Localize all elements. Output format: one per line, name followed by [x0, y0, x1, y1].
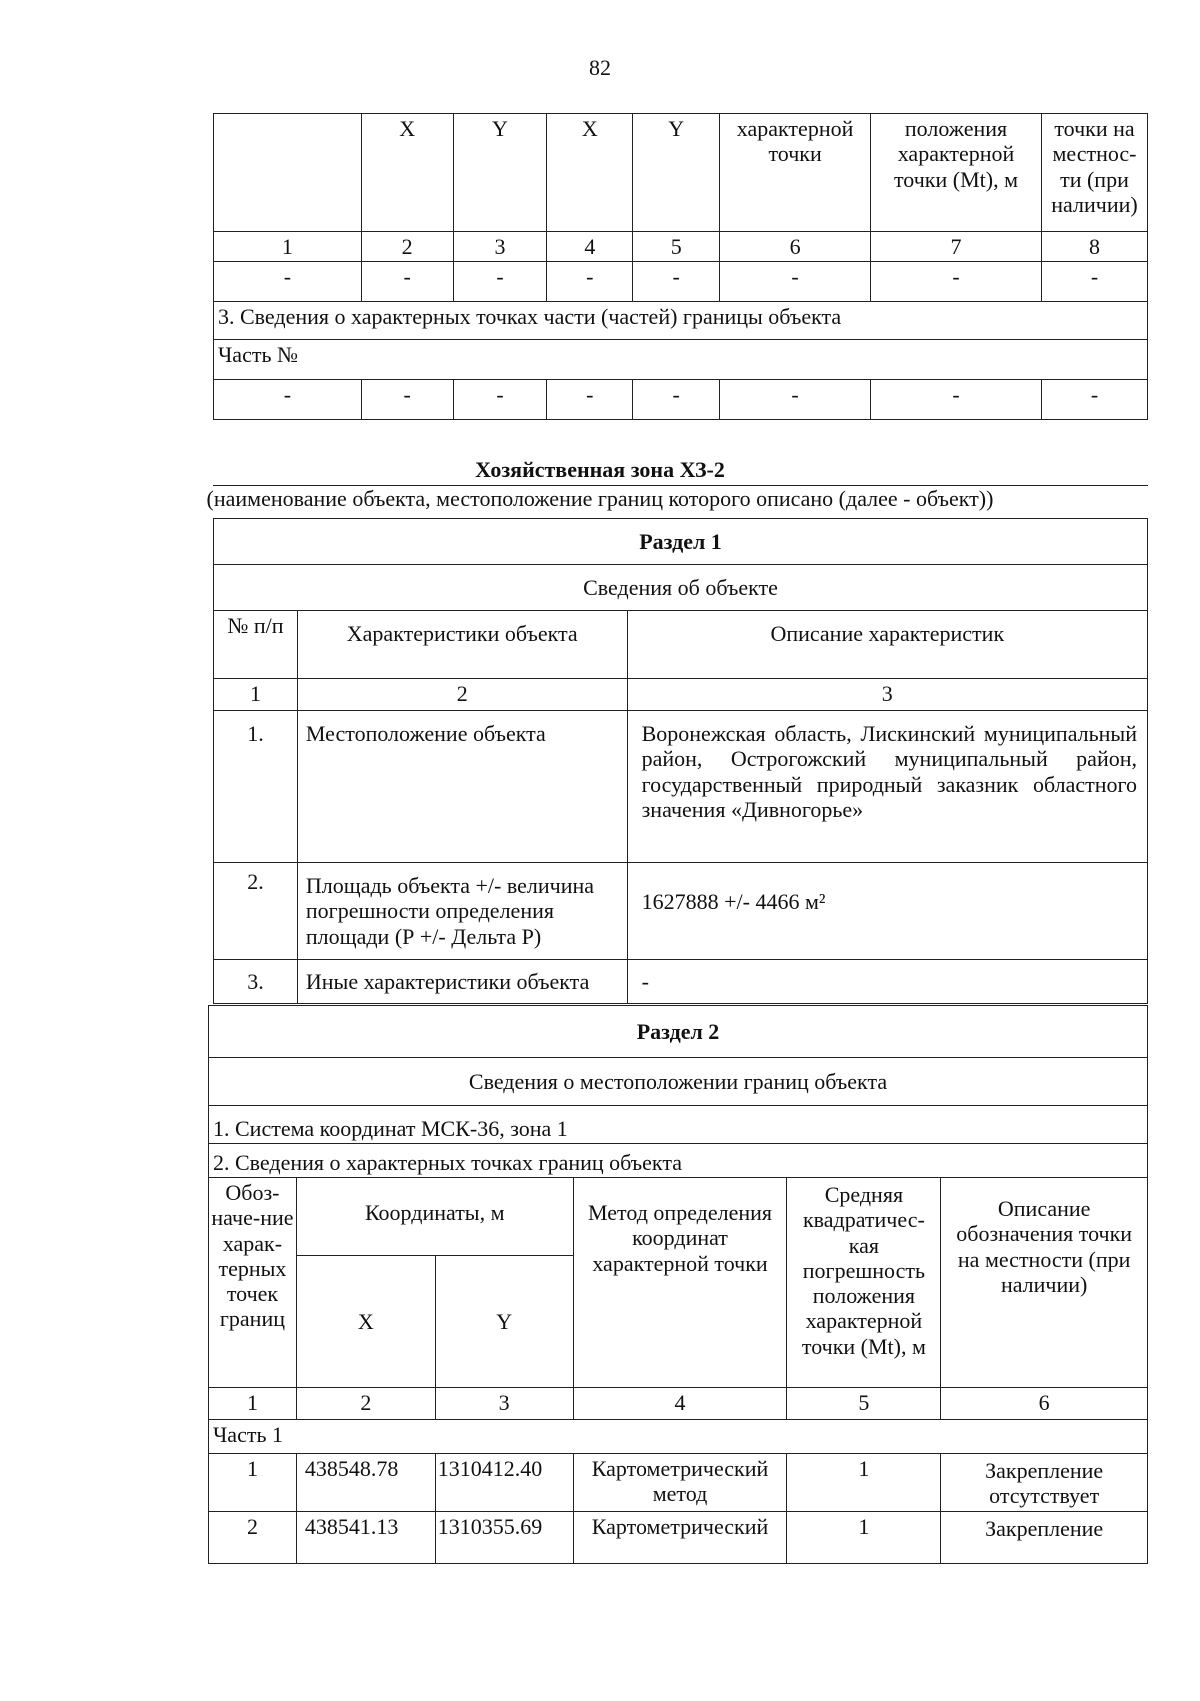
point-row	[209, 1511, 1148, 1563]
col-number: 1	[214, 679, 298, 711]
section1-numbers-row	[214, 679, 1148, 711]
section1-subtitle-row	[214, 565, 1148, 611]
points-label-row	[209, 1144, 1148, 1178]
point-id: 1	[209, 1454, 297, 1512]
dash-cell: -	[361, 380, 453, 420]
point-x: 438541.13	[296, 1511, 435, 1563]
col-number: 3	[453, 232, 547, 262]
section1-row	[214, 959, 1148, 1003]
col-number: 2	[361, 232, 453, 262]
col-number: 8	[1041, 232, 1147, 262]
point-description: Закрепление	[941, 1511, 1148, 1563]
section1-header-row	[214, 611, 1148, 679]
top-header-cell: точки на местнос-ти (при наличии)	[1041, 114, 1147, 232]
dash-cell: -	[633, 380, 720, 420]
top-header-cell: X	[547, 114, 633, 232]
header-description: Описание характеристик	[627, 611, 1147, 679]
section1-title-row	[214, 519, 1148, 565]
row-name: Иные характеристики объекта	[297, 959, 627, 1003]
section3-label: 3. Сведения о характерных точках части (частей) границы объекта	[214, 302, 1148, 340]
point-error: 1	[787, 1454, 941, 1512]
top-dash-row	[214, 262, 1148, 302]
header-method: Метод определения координат характерной точки	[573, 1178, 787, 1388]
col-number: 2	[297, 679, 627, 711]
dash-cell: -	[214, 380, 362, 420]
dash-cell: -	[1041, 262, 1147, 302]
header-error: Средняя квадратичес-кая погрешность положения характерной точки (Mt), м	[787, 1178, 941, 1388]
col-number: 1	[209, 1388, 297, 1420]
row-number: 3.	[214, 959, 298, 1003]
dash-cell: -	[453, 262, 547, 302]
section1-subtitle: Сведения об объекте	[214, 565, 1148, 611]
top-header-cell	[214, 114, 362, 232]
dash-cell: -	[871, 262, 1042, 302]
point-method: Картометрический	[573, 1511, 787, 1563]
header-description: Описание обозначения точки на местности (при наличии)	[941, 1178, 1148, 1388]
zone-title: Хозяйственная зона ХЗ-2	[475, 457, 725, 482]
dash-cell: -	[547, 380, 633, 420]
dash-cell: -	[547, 262, 633, 302]
section1-row	[214, 863, 1148, 960]
point-y: 1310355.69	[435, 1511, 573, 1563]
dash-cell: -	[214, 262, 362, 302]
header-x: X	[296, 1256, 435, 1388]
top-header-cell: X	[361, 114, 453, 232]
row-name: Площадь объекта +/- величина погрешности определения площади (Р +/- Дельта Р)	[297, 863, 627, 960]
section3-row	[214, 302, 1148, 340]
col-number: 4	[547, 232, 633, 262]
header-characteristics: Характеристики объекта	[297, 611, 627, 679]
coord-system-row	[209, 1106, 1148, 1144]
col-number: 3	[627, 679, 1147, 711]
dash-cell: -	[720, 262, 871, 302]
top-table	[213, 113, 1148, 420]
dash-cell: -	[453, 380, 547, 420]
top-header-cell: Y	[633, 114, 720, 232]
col-number: 3	[435, 1388, 573, 1420]
top-numbers-row	[214, 232, 1148, 262]
part-label: Часть №	[214, 340, 1148, 380]
row-number: 2.	[214, 863, 298, 960]
point-description: Закрепление отсутствует	[941, 1454, 1148, 1512]
top-table-header-row	[214, 114, 1148, 232]
section2-subtitle-row	[209, 1058, 1148, 1106]
page-number: 82	[589, 55, 611, 80]
col-number: 5	[787, 1388, 941, 1420]
section1-title: Раздел 1	[214, 519, 1148, 565]
col-number: 6	[941, 1388, 1148, 1420]
dash-cell: -	[1041, 380, 1147, 420]
row-name: Местоположение объекта	[297, 711, 627, 863]
row-description: -	[627, 959, 1147, 1003]
row-description: 1627888 +/- 4466 м²	[627, 863, 1147, 960]
top-header-cell: Y	[453, 114, 547, 232]
part1-row	[209, 1420, 1148, 1454]
header-coordinates: Координаты, м	[296, 1178, 573, 1256]
dash-cell: -	[871, 380, 1042, 420]
point-x: 438548.78	[296, 1454, 435, 1512]
header-num: № п/п	[214, 611, 298, 679]
col-number: 7	[871, 232, 1042, 262]
zone-caption: (наименование объекта, местоположение границ которого описано (далее - объект))	[206, 486, 994, 511]
coord-system: 1. Система координат МСК-36, зона 1	[209, 1106, 1148, 1144]
col-number: 4	[573, 1388, 787, 1420]
col-number: 2	[296, 1388, 435, 1420]
row-number: 1.	[214, 711, 298, 863]
col-number: 1	[214, 232, 362, 262]
point-error: 1	[787, 1511, 941, 1563]
section2-subtitle: Сведения о местоположении границ объекта	[209, 1058, 1148, 1106]
section1-row	[214, 711, 1148, 863]
part-row	[214, 340, 1148, 380]
col-number: 5	[633, 232, 720, 262]
dash-cell: -	[361, 262, 453, 302]
points-label: 2. Сведения о характерных точках границ объекта	[209, 1144, 1148, 1178]
point-method: Картометрический метод	[573, 1454, 787, 1512]
dash-cell: -	[720, 380, 871, 420]
point-row	[209, 1454, 1148, 1512]
row-description: Воронежская область, Лискинский муниципальный район, Острогожский муниципальный район, государственный природный заказник областного значения «Дивногорье»	[627, 711, 1147, 863]
section2-table	[208, 1005, 1148, 1564]
top-header-cell: характерной точки	[720, 114, 871, 232]
section1-table	[213, 518, 1148, 1004]
top-dash-row-2	[214, 380, 1148, 420]
header-y: Y	[435, 1256, 573, 1388]
point-y: 1310412.40	[435, 1454, 573, 1512]
top-header-cell: положения характерной точки (Mt), м	[871, 114, 1042, 232]
part1-label: Часть 1	[209, 1420, 1148, 1454]
section2-title-row	[209, 1006, 1148, 1058]
header-designation: Обоз-наче-ние харак-терных точек границ	[209, 1178, 297, 1388]
col-number: 6	[720, 232, 871, 262]
section2-numbers-row	[209, 1388, 1148, 1420]
section2-header-row	[209, 1178, 1148, 1256]
point-id: 2	[209, 1511, 297, 1563]
dash-cell: -	[633, 262, 720, 302]
section2-title: Раздел 2	[209, 1006, 1148, 1058]
